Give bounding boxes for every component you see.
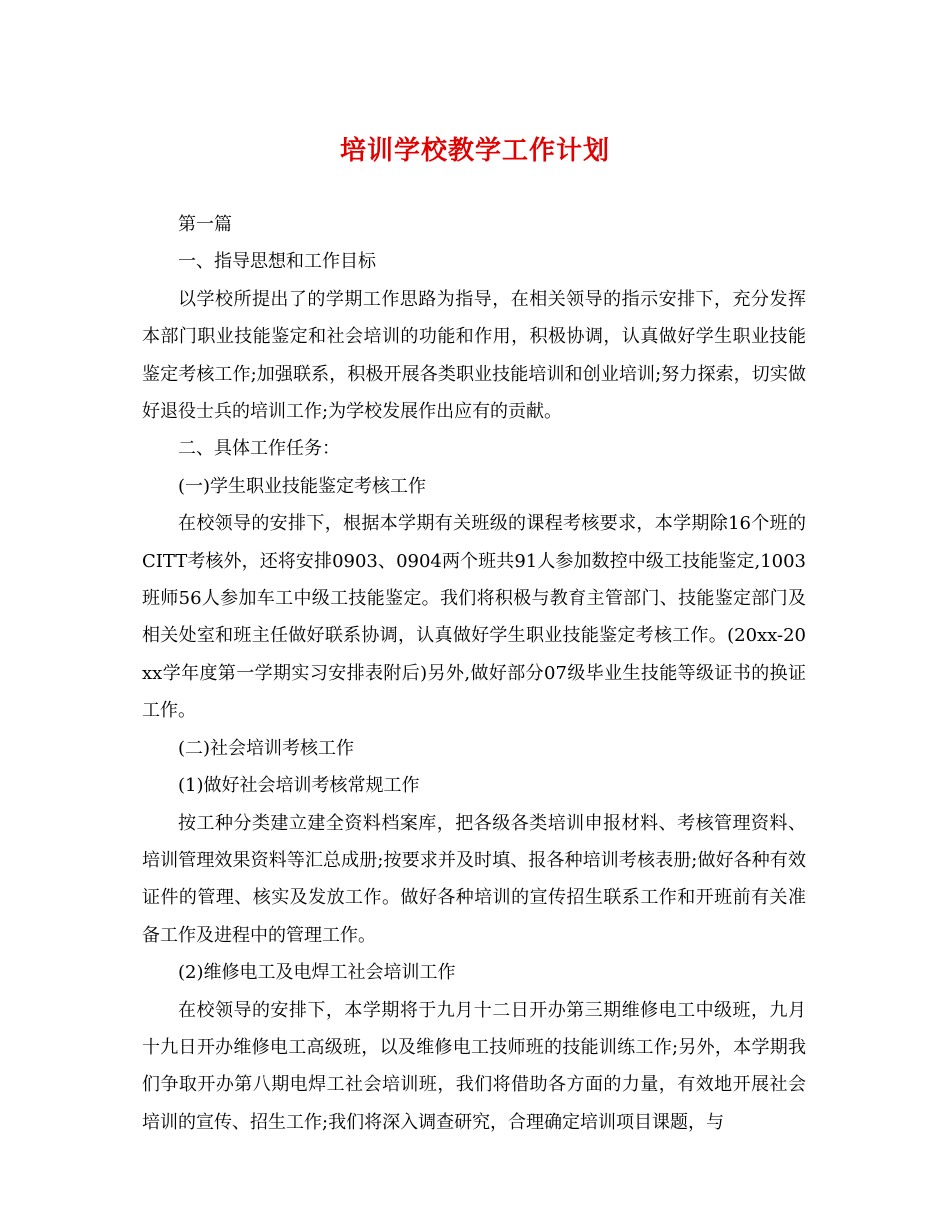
subheading-routine-work: (1)做好社会培训考核常规工作	[178, 775, 420, 797]
section-label: 第一篇	[178, 214, 232, 235]
document-title: 培训学校教学工作计划	[339, 136, 610, 166]
document-body	[142, 206, 806, 1141]
heading-guiding-ideology: 一、指导思想和工作目标	[178, 251, 376, 273]
subheading-social-training: (二)社会培训考核工作	[178, 737, 355, 759]
paragraph-guiding-ideology: 以学校所提出了的学期工作思路为指导，在相关领导的指示安排下，充分发挥本部门职业技能鉴定和社会培训的功能和作用，积极协调，认真做好学生职业技能鉴定考核工作;加强联系，积极开展各类职业技能培训和创业培训;努力探索，切实做好退役士兵的培训工作;为学校发展作出应有的贡献。	[142, 288, 806, 423]
subheading-electrician-training: (2)维修电工及电焊工社会培训工作	[178, 962, 456, 984]
paragraph-routine-work: 按工种分类建立建全资料档案库，把各级各类培训申报材料、考核管理资料、培训管理效果资料等汇总成册;按要求并及时填、报各种培训考核表册;做好各种有效证件的管理、核实及发放工作。做好各种培训的宣传招生联系工作和开班前有关准备工作及进程中的管理工作。	[142, 812, 807, 946]
paragraph-electrician-training: 在校领导的安排下，本学期将于九月十二日开办第三期维修电工中级班，九月十九日开办维修电工高级班，以及维修电工技师班的技能训练工作;另外，本学期我们争取开办第八期电焊工社会培训班，我们将借助各方面的力量，有效地开展社会培训的宣传、招生工作;我们将深入调查研究，合理确定培训项目课题，与	[142, 999, 806, 1133]
subheading-student-assessment: (一)学生职业技能鉴定考核工作	[178, 475, 427, 497]
heading-specific-tasks: 二、具体工作任务：	[178, 438, 340, 460]
paragraph-student-assessment: 在校领导的安排下，根据本学期有关班级的课程考核要求，本学期除16个班的CITT考核外，还将安排0903、0904两个班共91人参加数控中级工技能鉴定,1003班师56人参加车工中级工技能鉴定。我们将积极与教育主管部门、技能鉴定部门及相关处室和班主任做好联系协调，认真做好学生职业技能鉴定考核工作。(20xx-20xx学年度第一学期实习安排表附后)另外,做好部分07级毕业生技能等级证书的换证工作。	[142, 513, 806, 722]
